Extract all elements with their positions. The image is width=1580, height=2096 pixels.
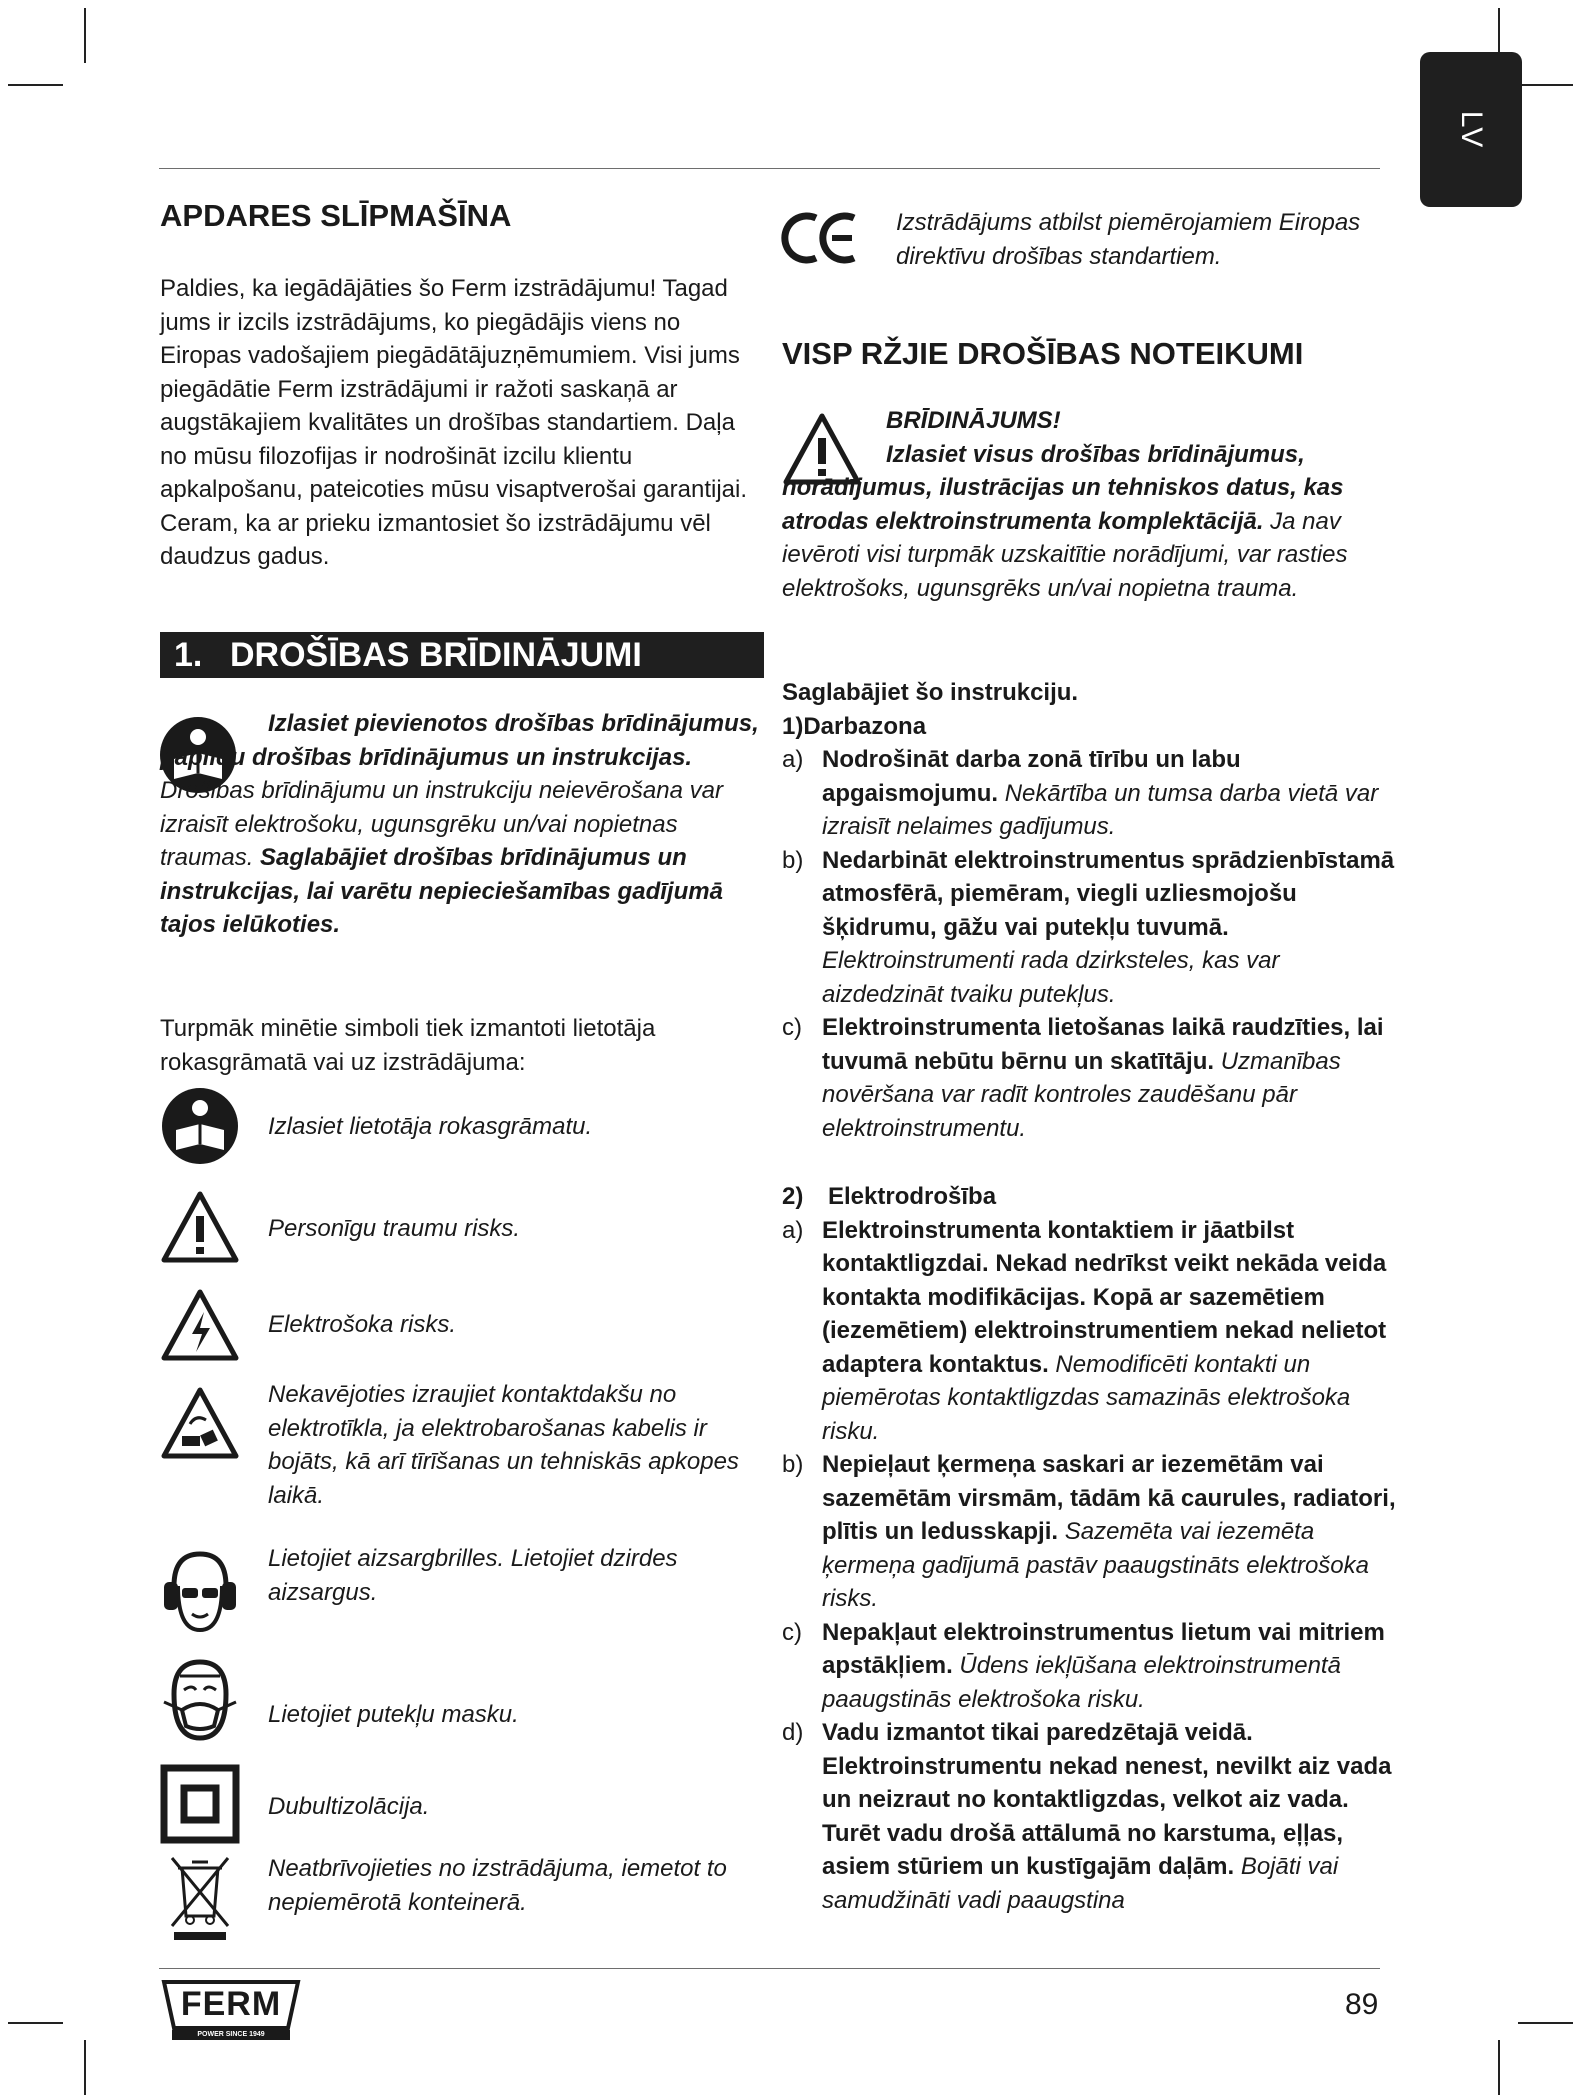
symbol-text: Izlasiet lietotāja rokasgrāmatu. <box>268 1113 593 1140</box>
list-item <box>782 1716 1402 1917</box>
general-warning-text: Ja nav ievēroti visi turpmāk uzskaitītie norādījumi, var rasties elektrošoks, ugunsgrēks un/vai nopietna trauma. <box>782 507 1348 602</box>
bottom-rule <box>159 1968 1380 1969</box>
symbol-text: Elektrošoka risks. <box>268 1311 457 1338</box>
warning-bold-text: Izlasiet pievienotos drošības brīdinājumus, papildu drošības brīdinājumus un instrukcijas. <box>160 710 759 771</box>
page-number: 89 <box>1345 1988 1379 2021</box>
warning-text: Drošības brīdinājumu un instrukciju neievērošana var izraisīt elektrošoku, ugunsgrēku un/vai nopietnas traumas. <box>160 777 723 871</box>
ce-text-block <box>896 206 1376 273</box>
warning-bold-text-2: Saglabājiet drošības brīdinājumus un instrukcijas, lai varētu nepieciešamības gadījumā tajos ielūkoties. <box>160 844 723 938</box>
section-header <box>160 632 764 678</box>
section-electrical-title <box>782 1180 1402 1214</box>
read-manual-icon <box>160 1086 240 1171</box>
list-italic: Elektroinstrumenti rada dzirksteles, kas var aizdedzināt tvaiku putekļus. <box>822 947 1280 1008</box>
dust-mask-icon <box>160 1654 240 1749</box>
intro-paragraph: Paldies, ka iegādājāties šo Ferm izstrādājumu! Tagad jums ir izcils izstrādājums, ko piegādājis viens no Eiropas vadošajiem piegādātājuzņēmumiem. Visi jums piegādātie Ferm izstrādājumi ir ražoti saskaņā ar augstākajiem kvalitātes un drošības standartiem. Daļa no mūsu filozofijas ir nodrošināt izcilu klientu apkalpošanu, pateicoties mūsu visaptverošai garantijai. Ceram, ka ar prieku izmantosiet šo izstrādājumu vēl daudzus gadus. <box>160 275 748 570</box>
section-electrical-number: 2) <box>782 1183 804 1210</box>
symbol-row-crossed-bin <box>160 1852 760 1952</box>
symbol-row-read-manual <box>160 1086 760 1166</box>
list-item <box>782 1616 1402 1717</box>
warning-heading: BRĪDINĀJUMS! <box>886 407 1061 434</box>
warning-paragraph <box>160 707 760 942</box>
list-bold: Nepakļaut elektroinstrumentus lietum vai mitriem apstākļiem. <box>822 1618 1385 1679</box>
symbol-text: Lietojiet aizsargbrilles. Lietojiet dzirdes aizsargus. <box>268 1545 678 1606</box>
general-safety-title: VISP RŽJIE DROŠĪBAS NOTEIKUMI <box>782 336 1304 371</box>
right-title-block <box>782 334 1402 374</box>
list-letter: c) <box>782 1014 802 1041</box>
symbol-row-electric-shock <box>160 1286 760 1366</box>
list-bold: Nepieļaut ķermeņa saskari ar iezemētām vai sazemētām virsmām, tādām kā caurules, radiatori, plītis un ledusskapji. <box>822 1451 1396 1545</box>
symbols-intro-block <box>160 1012 760 1079</box>
symbol-row-unplug <box>160 1378 760 1518</box>
ce-mark-icon <box>780 212 862 264</box>
list-letter: a) <box>782 746 804 773</box>
symbol-text: Dubultizolācija. <box>268 1793 430 1820</box>
crossed-bin-icon <box>160 1852 240 1947</box>
list-letter: b) <box>782 1451 804 1478</box>
symbol-row-personal-injury <box>160 1188 760 1268</box>
left-title-block <box>160 196 760 236</box>
list-letter: c) <box>782 1618 802 1646</box>
list-italic: Nekārtība un tumsa darba vietā var izraisīt nelaimes gadījumus. <box>822 779 1379 840</box>
symbols-intro: Turpmāk minētie simboli tiek izmantoti lietotāja rokasgrāmatā vai uz izstrādājuma: <box>160 1015 656 1076</box>
list-italic: Nemodificēti kontakti un piemērotas kontaktligzdas samazinās elektrošoka risku. <box>822 1350 1351 1445</box>
section-header-block <box>160 632 760 678</box>
electric-shock-icon <box>160 1286 240 1371</box>
symbol-text: Nekavējoties izraujiet kontaktdakšu no elektrotīkla, ja elektrobarošanas kabelis ir bojāts, kā arī tīrīšanas un tehniskās apkopes laikā. <box>268 1381 739 1509</box>
list-italic: Bojāti vai samudžināti vadi paaugstina <box>822 1853 1339 1914</box>
language-tab: LV <box>1420 52 1522 207</box>
list-bold: Nedarbināt elektroinstrumentus sprādzienbīstamā atmosfērā, piemēram, viegli uzliesmojošu šķidrumu, gāžu vai putekļu tuvumā. <box>822 846 1395 941</box>
section-work-area-title: 1)Darbazona <box>782 712 927 740</box>
crop-mark <box>8 2022 63 2024</box>
crop-mark <box>8 84 63 86</box>
section-number: 1. <box>174 636 203 674</box>
crop-mark <box>1518 84 1573 86</box>
crop-mark <box>84 8 86 63</box>
list-bold: Nodrošināt darba zonā tīrību un labu apgaismojumu. <box>822 746 1241 807</box>
crop-mark <box>84 2040 86 2095</box>
electrical-safety-section <box>782 1180 1402 1917</box>
general-warning-bold: Izlasiet visus drošības brīdinājumus, norādījumus, ilustrācijas un tehniskos datus, kas atrodas elektroinstrumenta komplektācijā. <box>782 440 1344 535</box>
list-item <box>782 743 1402 844</box>
symbol-row-double-insulation <box>160 1764 760 1844</box>
list-letter: a) <box>782 1216 804 1244</box>
list-bold: Vadu izmantot tikai paredzētajā veidā. Elektroinstrumentu nekad nenest, nevilkt aiz vada un neizraut no kontaktligzdas, velkot aiz vada. Turēt vadu drošā attālumā no karstuma, eļļas, asiem stūriem un kustīgajām daļām. <box>822 1719 1392 1880</box>
save-instructions: Saglabājiet šo instrukciju. <box>782 679 1079 706</box>
list-letter: b) <box>782 846 804 874</box>
symbol-row-goggles-earmuffs <box>160 1542 760 1642</box>
symbol-text: Neatbrīvojieties no izstrādājuma, iemetot to nepiemērotā konteinerā. <box>268 1855 727 1916</box>
list-bold: Elektroinstrumenta kontaktiem ir jāatbilst kontaktligzdai. Nekad nedrīkst veikt nekāda veida kontakta modifikācijas. Kopā ar sazemētiem (iezemētiem) elektroinstrumentiem nekad nelietot adaptera kontaktus. <box>822 1216 1387 1378</box>
work-area-section <box>782 676 1402 1145</box>
list-item <box>782 844 1402 1012</box>
symbol-row-dust-mask <box>160 1654 760 1754</box>
page-title: APDARES SLĪPMAŠĪNA <box>160 198 512 233</box>
ferm-logo-text: FERM <box>180 1985 282 2023</box>
crop-mark <box>1518 2022 1573 2024</box>
list-item <box>782 1448 1402 1616</box>
ferm-logo <box>160 1978 302 2042</box>
symbol-text: Lietojiet putekļu masku. <box>268 1701 519 1728</box>
list-italic: Uzmanības novēršana var radīt kontroles zaudēšanu pār elektroinstrumentu. <box>822 1047 1341 1142</box>
intro-paragraph-block <box>160 272 765 574</box>
warning-triangle-icon <box>160 1188 240 1273</box>
list-letter: d) <box>782 1719 804 1746</box>
list-bold: Elektroinstrumenta lietošanas laikā raudzīties, lai tuvumā nebūtu bērnu un skatītāju. <box>822 1014 1384 1075</box>
top-rule <box>159 168 1380 169</box>
section-title: DROŠĪBAS BRĪDINĀJUMI <box>230 636 642 674</box>
symbol-text: Personīgu traumu risks. <box>268 1215 521 1242</box>
ce-text: Izstrādājums atbilst piemērojamiem Eiropas direktīvu drošības standartiem. <box>896 209 1361 270</box>
crop-mark <box>1498 2040 1500 2095</box>
ferm-logo-tagline: POWER SINCE 1949 <box>197 2031 265 2038</box>
goggles-earmuffs-icon <box>160 1546 240 1641</box>
list-italic: Sazemēta vai iezemēta ķermeņa gadījumā pastāv paaugstināts elektrošoka risks. <box>822 1518 1369 1612</box>
list-item <box>782 1214 1402 1449</box>
general-warning-paragraph <box>782 404 1402 605</box>
unplug-icon <box>160 1384 240 1469</box>
list-item <box>782 1011 1402 1145</box>
section-electrical-title-text: Elektrodrošība <box>828 1183 997 1210</box>
double-insulation-icon <box>160 1764 240 1849</box>
list-italic: Ūdens iekļūšana elektroinstrumentā paaugstinās elektrošoka risku. <box>822 1652 1341 1713</box>
